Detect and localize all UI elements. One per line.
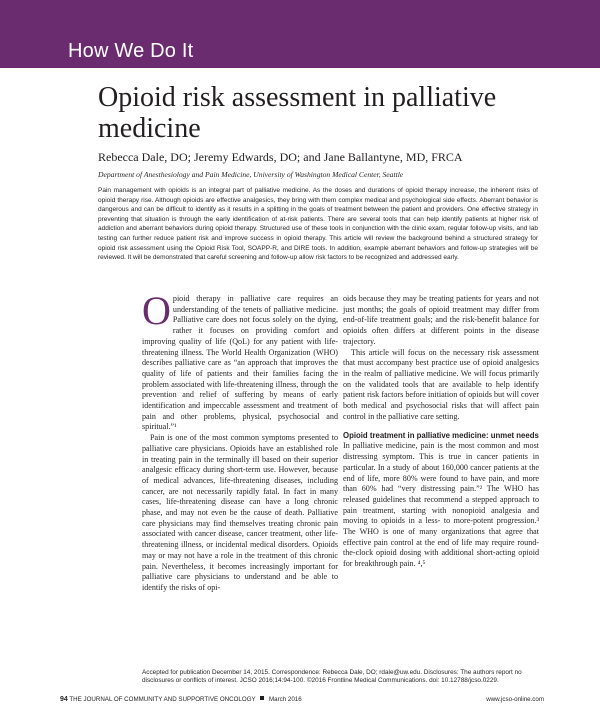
body-column-left [142,288,338,594]
body-paragraph [142,288,338,433]
issue-date: March 2016 [269,696,302,703]
page-number: 94 [60,696,68,703]
publication-note: Accepted for publication December 14, 2015. Correspondence: Rebecca Dale, DO; rdale@uw.edu. Disclosures: The authors report no disclosures or conflicts of interest. JCSO 2016;14:94-100. ©2016 Frontline Medical Communications. doi: 10.12788/jcso.0229. [142,669,522,685]
intro-text: pioid therapy in palliative care requires an understanding of the tenets of palliative medicine. Palliative care does not focus solely on the dying, rather it focuses on providing comfort and improving quality of life (QoL) for any patient with life-threatening illness. The World Health Organization (WHO) describes palliative care as “an approach that improves the quality of life of patients and their families facing the problem associated with life-threatening illness, through the prevention and relief of suffering by means of early identification and impeccable assessment and treatment of pain and other problems, physical, psychosocial and spiritual.”¹ [142,294,338,432]
section-banner [0,0,600,68]
section-label: How We Do It [68,40,194,62]
body-paragraph: oids because they may be treating patients for years and not just months; the goals of opioid treatment may differ from end-of-life treatment goals; and the risk-benefit balance for opioids often differs at different points in the disease trajectory. [343,294,539,346]
affiliation: Department of Anesthesiology and Pain Medicine, University of Washington Medical Center, Seattle [98,170,404,179]
journal-url: www.jcso-online.com [486,696,544,703]
page-footer [60,696,544,706]
body-paragraph: This article will focus on the necessary risk assessment that must accompany best practice use of opioid analgesics in the realm of palliative medicine. We will focus primarily on the validated tools that are available to help identify patient risk factors before initiation of opioids but will cover both medical and psychosocial risks that will affect pain control in the palliative care setting. [343,347,539,421]
separator-square-icon [260,696,264,700]
body-paragraph: In palliative medicine, pain is the most common and most distressing symptom. This is true in cancer patients in particular. In a study of about 160,000 cancer patients at the end of life, more 80% were found to have pain, and more than 60% had “very distressing pain.”² The WHO has released guidelines that recommend a stepped approach to pain treatment, starting with nonopioid analgesia and moving to opioids in a less- to more-potent progression.³ The WHO is one of many organizations that agree that effective pain control at the end of life may require round-the-clock opioid dosing with additional short-acting opioid for breakthrough pain. ⁴,⁵ [343,441,539,569]
article-title: Opioid risk assessment in palliative medicine [98,82,497,144]
body-paragraph: Pain is one of the most common symptoms presented to palliative care physicians. Opioids have an established role in treating pain in the terminally ill based on their superior analgesic efficacy during short-term use. However, because of medical advances, life-threatening diseases, including cancer, are not necessarily rapidly fatal. In fact in many cases, life-threatening disease can have a long chronic phase, and may not even be the cause of death. Palliative care physicians may find themselves treating chronic pain associated with cancer disease, cancer treatment, other life-threatening illness, or incidental medical disorders. Opioids may or may not have a role in the treatment of this chronic pain. Nevertheless, it becomes increasingly important for palliative care physicians to understand and be able to identify the risks of opi- [142,433,338,592]
author-list: Rebecca Dale, DO; Jeremy Edwards, DO; and Jane Ballantyne, MD, FRCA [98,150,463,164]
body-column-right [343,294,539,570]
drop-cap: O [142,288,171,333]
abstract: Pain management with opioids is an integral part of palliative medicine. As the doses and durations of opioid therapy increase, the inherent risks of opioid therapy rise. Although opioids are effective analgesics, they bring with them complex medical and psychological side effects. Aberrant behavior is dangerous and can be difficult to identify as it results in a splitting in the goals of treatment between the patient and providers. One effective strategy in preventing that situation is through the early identification of at-risk patients. There are several tools that can help identify patients at higher risk of addiction and aberrant behaviors during opioid therapy. Structured use of these tools in conjunction with the clinic exam, regular follow-up visits, and lab testing can further reduce patient risk and improve success in opioid therapy. This article will review the background behind a structured strategy for opioid risk assessment using the Opioid Risk Tool, SOAPP-R, and DIRE tools. In addition, example aberrant behaviors and follow-up strategies will be reviewed. It will be demonstrated that careful screening and follow-up allow risk factors to be recognized and addressed early. [98,187,538,262]
journal-name: THE JOURNAL OF COMMUNITY AND SUPPORTIVE ONCOLOGY [69,696,256,703]
section-heading: Opioid treatment in palliative medicine: unmet needs [343,431,539,441]
